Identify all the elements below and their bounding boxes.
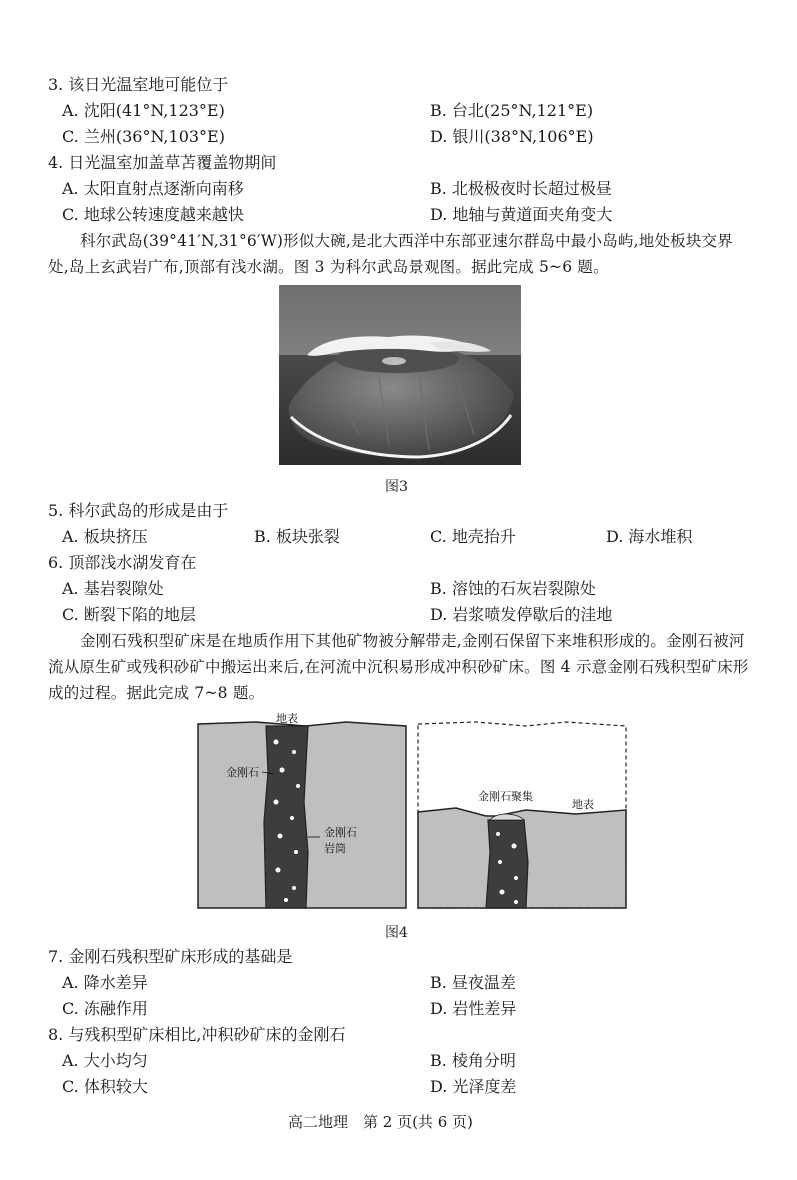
q6-stem: 6. 顶部浅水湖发育在 [48, 553, 197, 572]
figure-3-island-photo [279, 285, 521, 465]
q3-option-b: B. 台北(25°N,121°E) [430, 101, 594, 120]
page-footer: 高二地理 第 2 页(共 6 页) [288, 1113, 473, 1131]
q4-option-d: D. 地轴与黄道面夹角变大 [430, 205, 613, 224]
figure-4-left-surface-label: 地表 [276, 712, 298, 725]
q3-stem: 3. 该日光温室地可能位于 [48, 75, 229, 94]
q6-option-c: C. 断裂下陷的地层 [62, 605, 196, 624]
q4-option-a: A. 太阳直射点逐渐向南移 [62, 179, 244, 198]
figure-4-caption: 图4 [385, 925, 408, 941]
q3-option-a: A. 沈阳(41°N,123°E) [62, 101, 225, 120]
q8-option-a: A. 大小均匀 [62, 1051, 148, 1070]
q7-option-d: D. 岩性差异 [430, 999, 517, 1018]
q5-option-b: B. 板块张裂 [254, 527, 340, 546]
figure-4-left-diamond-label: 金刚石 [226, 766, 259, 779]
q5-stem: 5. 科尔武岛的形成是由于 [48, 501, 229, 520]
q8-option-c: C. 体积较大 [62, 1077, 148, 1096]
q4-option-c: C. 地球公转速度越来越快 [62, 205, 244, 224]
q3-option-d: D. 银川(38°N,106°E) [430, 127, 594, 146]
figure-4-right-panel [418, 722, 626, 908]
q7-option-a: A. 降水差异 [62, 973, 148, 992]
q5-option-d: D. 海水堆积 [606, 527, 693, 546]
passage-corvo-island: 科尔武岛(39°41′N,31°6′W)形似大碗,是北大西洋中东部亚速尔群岛中最小岛屿,地处板块交界处,岛上玄武岩广布,顶部有浅水湖。图 3 为科尔武岛景观图。据此完成 5~6 题。 [48, 232, 733, 276]
q5-option-a: A. 板块挤压 [62, 527, 148, 546]
q5-option-c: C. 地壳抬升 [430, 527, 516, 546]
figure-4-diamond-deposit-diagram [196, 712, 636, 912]
q8-option-b: B. 棱角分明 [430, 1051, 516, 1070]
q4-stem: 4. 日光温室加盖草苫覆盖物期间 [48, 153, 277, 172]
q6-option-d: D. 岩浆喷发停歇后的洼地 [430, 605, 613, 624]
q8-option-d: D. 光泽度差 [430, 1077, 517, 1096]
figure-3-caption: 图3 [385, 479, 408, 495]
passage-diamond-deposit: 金刚石残积型矿床是在地质作用下其他矿物被分解带走,金刚石保留下来堆积形成的。金刚石被河流从原生矿或残积砂矿中搬运出来后,在河流中沉积易形成冲积砂矿床。图 4 示意金刚石残积型矿床形成的过程。据此完成 7~8 题。 [48, 632, 749, 702]
q4-option-b: B. 北极极夜时长超过极昼 [430, 179, 612, 198]
q8-stem: 8. 与残积型矿床相比,冲积砂矿床的金刚石 [48, 1025, 346, 1044]
figure-4-left-panel [198, 722, 406, 908]
figure-4-pipe-label-1: 金刚石 [324, 826, 357, 839]
figure-4-right-surface-label: 地表 [572, 798, 594, 811]
figure-4-right-cluster-label: 金刚石聚集 [478, 790, 533, 803]
q6-option-b: B. 溶蚀的石灰岩裂隙处 [430, 579, 596, 598]
q7-option-b: B. 昼夜温差 [430, 973, 516, 992]
q6-option-a: A. 基岩裂隙处 [62, 579, 164, 598]
figure-4-pipe-label-2: 岩筒 [324, 842, 346, 855]
q7-option-c: C. 冻融作用 [62, 999, 148, 1018]
q3-option-c: C. 兰州(36°N,103°E) [62, 127, 225, 146]
q7-stem: 7. 金刚石残积型矿床形成的基础是 [48, 947, 293, 966]
